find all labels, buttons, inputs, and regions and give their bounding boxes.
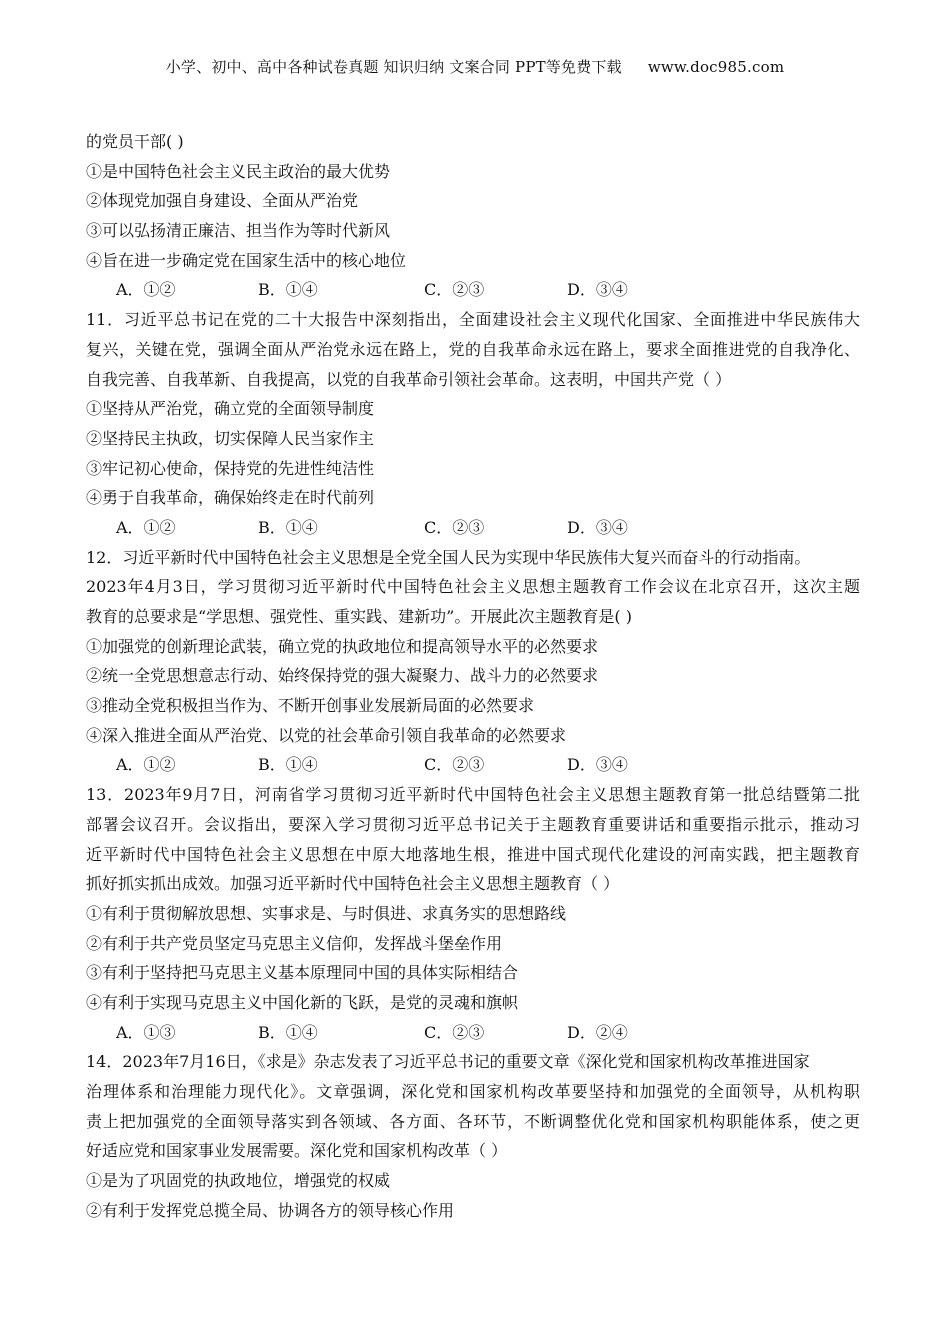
statement-item: ④深入推进全面从严治党、以党的社会革命引领自我革命的必然要求 xyxy=(86,725,567,745)
question-stem-line: 抓好抓实抓出成效。加强习近平新时代中国特色社会主义思想主题教育（ ） xyxy=(86,874,620,894)
statement-item: ①加强党的创新理论武装，确立党的执政地位和提高领导水平的必然要求 xyxy=(86,636,599,656)
answer-options xyxy=(86,1018,860,1048)
answer-option[interactable]: D．③④ xyxy=(567,517,628,537)
question-stem-line: 11．习近平总书记在党的二十大报告中深刻指出，全面建设社会主义现代化国家、全面推进中华民族伟大 xyxy=(86,310,860,330)
statement-item: ③可以弘扬清正廉洁、担当作为等时代新风 xyxy=(86,221,391,241)
answer-option[interactable]: C．②③ xyxy=(424,755,485,775)
question-stem-line: 自我完善、自我革新、自我提高，以党的自我革命引领社会革命。这表明，中国共产党（ ） xyxy=(86,369,732,389)
statement-item: ③牢记初心使命，保持党的先进性纯洁性 xyxy=(86,458,375,478)
question-stem-line: 复兴，关键在党，强调全面从严治党永远在路上，党的自我革命永远在路上，要求全面推进党的自我净化、 xyxy=(86,339,860,359)
question-block xyxy=(86,780,860,1047)
question-stem-line: 14．2023年7月16日，《求是》杂志发表了习近平总书记的重要文章《深化党和国家机构改革推进国家 xyxy=(86,1052,810,1072)
question-content xyxy=(86,127,860,1225)
answer-option[interactable]: B．①④ xyxy=(258,517,318,537)
answer-option[interactable]: D．③④ xyxy=(567,280,628,300)
question-stem-line: 部署会议召开。会议指出，要深入学习贯彻习近平总书记关于主题教育重要讲话和重要指示批示，推动习 xyxy=(86,814,860,834)
answer-options xyxy=(86,513,860,543)
question-stem-line: 治理体系和治理能力现代化》。文章强调，深化党和国家机构改革要坚持和加强党的全面领导，从机构职 xyxy=(86,1082,860,1101)
statement-item: ②坚持民主执政，切实保障人民当家作主 xyxy=(86,428,375,448)
answer-option[interactable]: A．①② xyxy=(116,280,176,300)
question-stem-line: 13．2023年9月7日，河南省学习贯彻习近平新时代中国特色社会主义思想主题教育第一批总结暨第二批 xyxy=(86,785,860,805)
answer-option[interactable]: A．①② xyxy=(116,755,176,775)
statement-item: ①有利于贯彻解放思想、实事求是、与时俱进、求真务实的思想路线 xyxy=(86,903,567,923)
answer-option[interactable]: C．②③ xyxy=(424,1022,485,1042)
answer-option[interactable]: C．②③ xyxy=(424,280,485,300)
question-stem-line: 好适应党和国家事业发展需要。深化党和国家机构改革（ ） xyxy=(86,1141,508,1161)
question-stem-line: 责上把加强党的全面领导落实到各领域、各方面、各环节，不断调整优化党和国家机构职能体系，使之更 xyxy=(86,1111,860,1131)
answer-option[interactable]: B．①④ xyxy=(258,280,318,300)
header-url: www.doc985.com xyxy=(647,58,785,76)
statement-item: ③推动全党积极担当作为、不断开创事业发展新局面的必然要求 xyxy=(86,696,535,716)
question-stem-line: 2023年4月3日，学习贯彻习近平新时代中国特色社会主义思想主题教育工作会议在北京召开，这次主题 xyxy=(86,577,860,597)
answer-option[interactable]: A．①③ xyxy=(116,1022,176,1042)
question-block xyxy=(86,543,860,781)
question-stem-line: 的党员干部( ) xyxy=(86,132,184,151)
answer-options xyxy=(86,275,860,305)
statement-item: ④有利于实现马克思主义中国化新的飞跃，是党的灵魂和旗帜 xyxy=(86,992,519,1012)
statement-item: ②体现党加强自身建设、全面从严治党 xyxy=(86,191,359,211)
statement-item: ②统一全党思想意志行动、始终保持党的强大凝聚力、战斗力的必然要求 xyxy=(86,666,599,686)
question-block xyxy=(86,305,860,543)
statement-item: ④勇于自我革命，确保始终走在时代前列 xyxy=(86,488,375,508)
question-stem-line: 教育的总要求是“学思想、强党性、重实践、建新功”。开展此次主题教育是( ) xyxy=(86,607,632,626)
header-text: 小学、初中、高中各种试卷真题 知识归纳 文案合同 PPT等免费下载 xyxy=(165,58,622,76)
answer-option[interactable]: D．②④ xyxy=(567,1022,628,1042)
answer-option[interactable]: A．①② xyxy=(116,517,176,537)
statement-item: ①坚持从严治党，确立党的全面领导制度 xyxy=(86,399,375,419)
answer-option[interactable]: B．①④ xyxy=(258,755,318,775)
question-stem-line: 近平新时代中国特色社会主义思想在中原大地落地生根，推进中国式现代化建设的河南实践，把主题教育 xyxy=(86,844,860,864)
statement-item: ③有利于坚持把马克思主义基本原理同中国的具体实际相结合 xyxy=(86,963,519,983)
page-header xyxy=(0,56,950,77)
statement-item: ②有利于发挥党总揽全局、协调各方的领导核心作用 xyxy=(86,1200,455,1220)
question-block xyxy=(86,1047,860,1225)
statement-item: ①是为了巩固党的执政地位，增强党的权威 xyxy=(86,1171,391,1191)
question-block xyxy=(86,127,860,305)
answer-options xyxy=(86,750,860,780)
statement-item: ②有利于共产党员坚定马克思主义信仰，发挥战斗堡垒作用 xyxy=(86,933,503,953)
statement-item: ④旨在进一步确定党在国家生活中的核心地位 xyxy=(86,250,407,270)
answer-option[interactable]: C．②③ xyxy=(424,517,485,537)
statement-item: ①是中国特色社会主义民主政治的最大优势 xyxy=(86,161,391,181)
question-stem-line: 12．习近平新时代中国特色社会主义思想是全党全国人民为实现中华民族伟大复兴而奋斗的行动指南。 xyxy=(86,547,811,567)
answer-option[interactable]: D．③④ xyxy=(567,755,628,775)
answer-option[interactable]: B．①④ xyxy=(258,1022,318,1042)
